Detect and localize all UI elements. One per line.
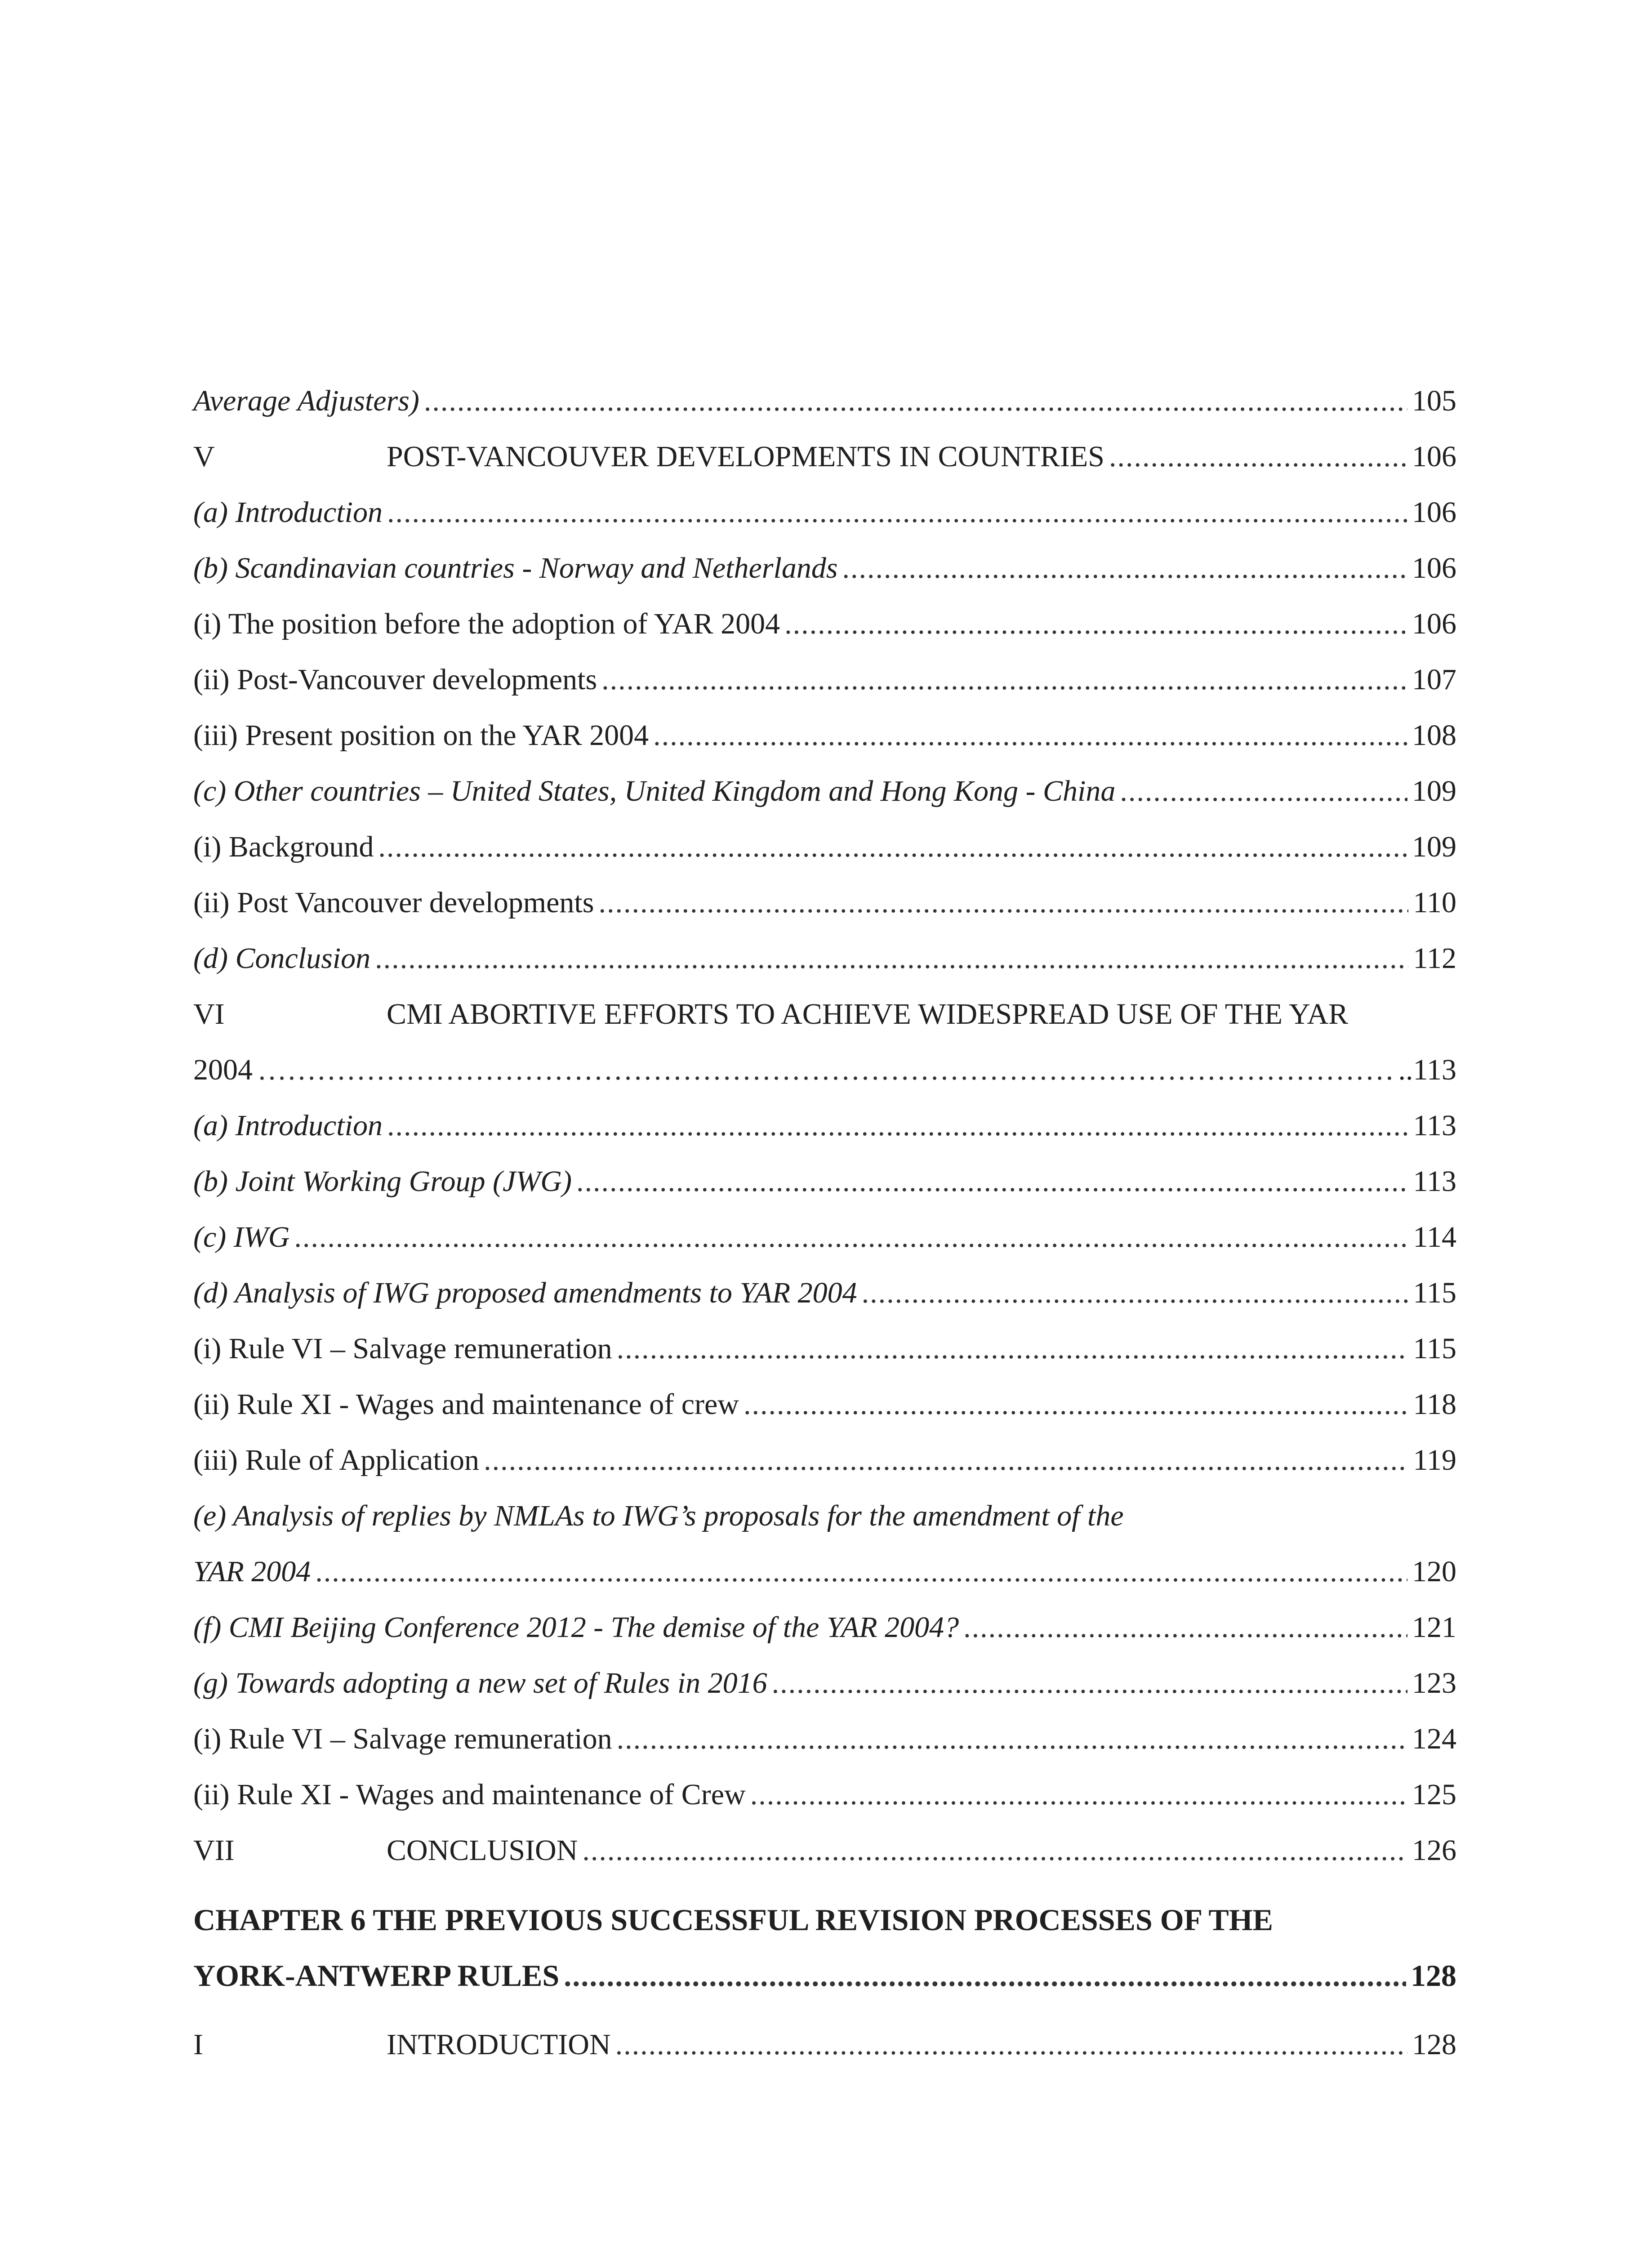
toc-entry-title: CMI ABORTIVE EFFORTS TO ACHIEVE WIDESPREAD USE OF THE YAR: [387, 998, 1349, 1030]
toc-entry-page: 124: [1412, 1722, 1456, 1755]
toc-dot-leader: [424, 373, 1407, 429]
toc-chapter-heading[interactable]: [193, 1948, 1456, 2003]
toc-entry-title: (ii) Post Vancouver developments: [193, 886, 594, 919]
toc-entry-page: 106: [1412, 552, 1456, 584]
toc-dot-leader: [387, 1098, 1408, 1154]
toc-entry-title: POST-VANCOUVER DEVELOPMENTS IN COUNTRIES: [387, 440, 1104, 473]
toc-entry[interactable]: [193, 596, 1456, 652]
toc-dot-leader: [744, 1377, 1408, 1432]
toc-entry[interactable]: [193, 1377, 1456, 1432]
toc-entry-page: 119: [1413, 1444, 1456, 1476]
toc-entry-page: 115: [1413, 1332, 1456, 1365]
toc-dot-leader: [375, 931, 1408, 986]
toc-dot-leader: [1120, 763, 1407, 819]
toc-entry-title: (i) Rule VI – Salvage remuneration: [193, 1722, 612, 1755]
toc-entry[interactable]: [193, 540, 1456, 596]
toc-entry-title: (g) Towards adopting a new set of Rules in 2016: [193, 1667, 767, 1699]
toc-entry-number: VI: [193, 998, 225, 1030]
toc-entry-page: 108: [1412, 719, 1456, 752]
toc-entry-page: 114: [1413, 1221, 1456, 1253]
toc-entry[interactable]: [193, 763, 1456, 819]
toc-entry-page: 123: [1412, 1667, 1456, 1699]
toc-entry-page: 121: [1412, 1611, 1456, 1644]
toc-entry-title: (i) The position before the adoption of YAR 2004: [193, 607, 780, 640]
toc-entry[interactable]: [193, 875, 1456, 931]
toc-entry[interactable]: [193, 1432, 1456, 1488]
toc-entry-page: 120: [1412, 1555, 1456, 1588]
toc-dot-leader: [617, 1711, 1407, 1767]
toc-entry-number: VII: [193, 1834, 235, 1867]
toc-entry-title: (i) Background: [193, 830, 374, 863]
toc-entry[interactable]: [193, 652, 1456, 708]
toc-dot-leader: [294, 1209, 1408, 1265]
toc-entry-page: 107: [1412, 663, 1456, 696]
toc-entry[interactable]: [193, 1265, 1456, 1321]
toc-entry-title: (iii) Present position on the YAR 2004: [193, 719, 649, 752]
toc-entry-page: 126: [1412, 1834, 1456, 1867]
toc-entry-title: CONCLUSION: [387, 1834, 578, 1867]
toc-entry-title: (c) IWG: [193, 1221, 290, 1253]
toc-dot-leader: [378, 819, 1407, 875]
toc-entry[interactable]: [193, 485, 1456, 540]
toc-entry-number: V: [193, 440, 215, 473]
toc-entry-page: ..113: [1398, 1053, 1456, 1086]
toc-entry-title: (iii) Rule of Application: [193, 1444, 480, 1476]
toc-dot-leader: [862, 1265, 1409, 1321]
toc-dot-leader: [582, 1823, 1407, 1878]
toc-dot-leader: [484, 1432, 1408, 1488]
toc-entry-page: 128: [1411, 1958, 1456, 1993]
toc-entry-page: 113: [1413, 1165, 1456, 1198]
toc-dot-leader: [387, 485, 1407, 540]
toc-entry-title: (i) Rule VI – Salvage remuneration: [193, 1332, 612, 1365]
toc-entry[interactable]: [193, 708, 1456, 763]
toc-entry[interactable]: [193, 429, 1456, 485]
toc-dot-leader: [963, 1600, 1407, 1655]
toc-entry[interactable]: [193, 1823, 1456, 1878]
toc-entry-title: Average Adjusters): [193, 384, 419, 417]
toc-chapter-heading[interactable]: [193, 1892, 1456, 1948]
toc-entry-number: I: [193, 2028, 203, 2061]
toc-dot-leader: [601, 652, 1407, 708]
toc-entry[interactable]: [193, 1544, 1456, 1600]
toc-entry[interactable]: [193, 1488, 1456, 1544]
toc-entry-title: (d) Analysis of IWG proposed amendments to YAR 2004: [193, 1276, 857, 1309]
table-of-contents: [193, 373, 1456, 2073]
toc-entry-page: 113: [1413, 1109, 1456, 1142]
toc-entry-page: 115: [1413, 1276, 1456, 1309]
toc-entry-title: (a) Introduction: [193, 496, 383, 529]
toc-entry[interactable]: [193, 986, 1456, 1042]
toc-entry-title: YAR 2004: [193, 1555, 311, 1588]
toc-entry-title: (ii) Rule XI - Wages and maintenance of Crew: [193, 1778, 746, 1811]
toc-entry-title: (f) CMI Beijing Conference 2012 - The demise of the YAR 2004?: [193, 1611, 959, 1644]
toc-entry[interactable]: [193, 1042, 1456, 1098]
toc-dot-leader: [772, 1655, 1407, 1711]
toc-dot-leader: [842, 540, 1407, 596]
toc-entry-page: 110: [1413, 886, 1456, 919]
toc-dot-leader: [576, 1154, 1408, 1209]
toc-entry-page: 105: [1412, 384, 1456, 417]
toc-dot-leader: [315, 1544, 1407, 1600]
toc-entry[interactable]: [193, 1655, 1456, 1711]
toc-dot-leader: [564, 1948, 1406, 2003]
toc-dot-leader: [784, 596, 1407, 652]
toc-entry[interactable]: [193, 819, 1456, 875]
toc-dot-leader: [615, 2017, 1407, 2073]
toc-entry-title: (b) Joint Working Group (JWG): [193, 1165, 572, 1198]
toc-entry-page: 106: [1412, 440, 1456, 473]
toc-entry-page: 125: [1412, 1778, 1456, 1811]
toc-entry[interactable]: [193, 1098, 1456, 1154]
toc-dot-leader: [617, 1321, 1409, 1377]
toc-entry-page: 109: [1412, 775, 1456, 807]
toc-entry-title: (d) Conclusion: [193, 942, 371, 975]
toc-entry-page: 112: [1413, 942, 1456, 975]
toc-entry-page: 106: [1412, 607, 1456, 640]
toc-dot-leader: [257, 1042, 1394, 1098]
toc-entry-page: 109: [1412, 830, 1456, 863]
toc-entry-title: (a) Introduction: [193, 1109, 383, 1142]
toc-entry-title: (ii) Post-Vancouver developments: [193, 663, 597, 696]
toc-entry[interactable]: [193, 1711, 1456, 1767]
toc-entry[interactable]: [193, 2017, 1456, 2073]
toc-dot-leader: [598, 875, 1408, 931]
toc-entry[interactable]: [193, 931, 1456, 986]
toc-entry-title: (e) Analysis of replies by NMLAs to IWG’s proposals for the amendment of the: [193, 1499, 1124, 1532]
toc-dot-leader: [1109, 429, 1407, 485]
toc-entry[interactable]: [193, 373, 1456, 429]
toc-entry[interactable]: [193, 1767, 1456, 1823]
toc-entry-title: (ii) Rule XI - Wages and maintenance of crew: [193, 1388, 739, 1421]
toc-dot-leader: [653, 708, 1407, 763]
toc-entry[interactable]: [193, 1600, 1456, 1655]
toc-entry-title: CHAPTER 6 THE PREVIOUS SUCCESSFUL REVISION PROCESSES OF THE: [193, 1903, 1274, 1937]
toc-dot-leader: [750, 1767, 1407, 1823]
toc-entry-title: (b) Scandinavian countries - Norway and Netherlands: [193, 552, 838, 584]
toc-entry-title: YORK-ANTWERP RULES: [193, 1958, 560, 1993]
toc-entry-title: INTRODUCTION: [387, 2028, 611, 2061]
toc-entry-title: 2004: [193, 1053, 253, 1086]
toc-entry[interactable]: [193, 1321, 1456, 1377]
toc-entry-page: 128: [1412, 2028, 1456, 2061]
toc-entry[interactable]: [193, 1154, 1456, 1209]
toc-entry-page: 106: [1412, 496, 1456, 529]
toc-entry[interactable]: [193, 1209, 1456, 1265]
toc-entry-title: (c) Other countries – United States, United Kingdom and Hong Kong - China: [193, 775, 1116, 807]
toc-entry-page: 118: [1413, 1388, 1456, 1421]
